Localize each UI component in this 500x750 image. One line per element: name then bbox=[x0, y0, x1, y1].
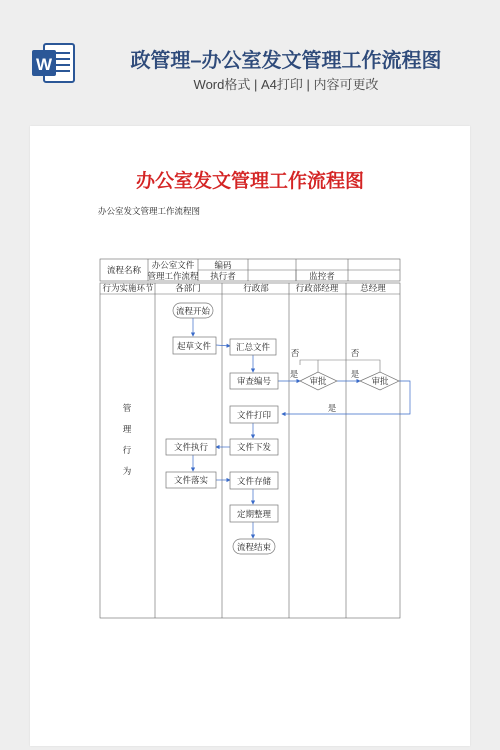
draft-label: 起草文件 bbox=[176, 342, 212, 352]
row-label-char: 为 bbox=[122, 467, 132, 477]
approve-gm-label: 审批 bbox=[371, 377, 389, 387]
row-label-char: 理 bbox=[122, 425, 132, 435]
end-label: 流程结束 bbox=[236, 543, 272, 553]
review-number-label: 审查编号 bbox=[236, 377, 272, 387]
document-subtitle: 办公室发文管理工作流程图 bbox=[98, 207, 201, 217]
process-name-value-1: 办公室文件 bbox=[151, 261, 195, 271]
svg-text:W: W bbox=[35, 55, 53, 74]
execute-label: 文件执行 bbox=[173, 443, 209, 453]
edge-label-no-2: 否 bbox=[350, 349, 360, 359]
edge-label-no-1: 否 bbox=[290, 349, 300, 359]
info-table bbox=[100, 259, 400, 281]
organize-label: 定期整理 bbox=[236, 510, 272, 520]
edge-reject-1 bbox=[300, 360, 318, 372]
lane-header-admin-manager: 行政部经理 bbox=[295, 284, 339, 294]
row-label-char: 行 bbox=[122, 446, 132, 456]
connectors bbox=[193, 318, 410, 538]
edge-reject-2 bbox=[318, 360, 380, 372]
print-label: 文件打印 bbox=[236, 411, 272, 421]
edge-label-yes-1: 是 bbox=[289, 370, 299, 380]
lane-header-general-manager: 总经理 bbox=[360, 284, 386, 294]
document-title: 办公室发文管理工作流程图 bbox=[135, 170, 364, 192]
row-label-char: 管 bbox=[122, 404, 132, 414]
edge-label-yes-2: 是 bbox=[350, 370, 360, 380]
process-name-label: 流程名称 bbox=[106, 266, 142, 276]
lane-header-departments: 各部门 bbox=[175, 284, 201, 294]
issue-label: 文件下发 bbox=[236, 443, 272, 453]
implement-label: 文件落实 bbox=[173, 476, 209, 486]
lane-header-admin-office: 行政部 bbox=[243, 284, 269, 294]
start-label: 流程开始 bbox=[175, 307, 211, 317]
page-title: 政管理–办公室发文管理工作流程图 bbox=[130, 50, 442, 72]
reject-lines bbox=[300, 360, 380, 372]
summarize-label: 汇总文件 bbox=[235, 343, 271, 353]
number-label: 编码 bbox=[214, 261, 232, 271]
edge-draft-summarize bbox=[216, 345, 230, 346]
store-label: 文件存储 bbox=[236, 477, 272, 487]
page-subtitle: Word格式 | A4打印 | 内容可更改 bbox=[193, 77, 379, 92]
monitor-label: 监控者 bbox=[309, 272, 335, 282]
process-name-value-2: 管理工作流程 bbox=[147, 272, 199, 282]
approve-manager-label: 审批 bbox=[309, 377, 327, 387]
lane-header-stage: 行为实施环节 bbox=[102, 284, 154, 294]
executor-label: 执行者 bbox=[210, 272, 236, 282]
edge-label-yes-3: 是 bbox=[327, 404, 337, 414]
